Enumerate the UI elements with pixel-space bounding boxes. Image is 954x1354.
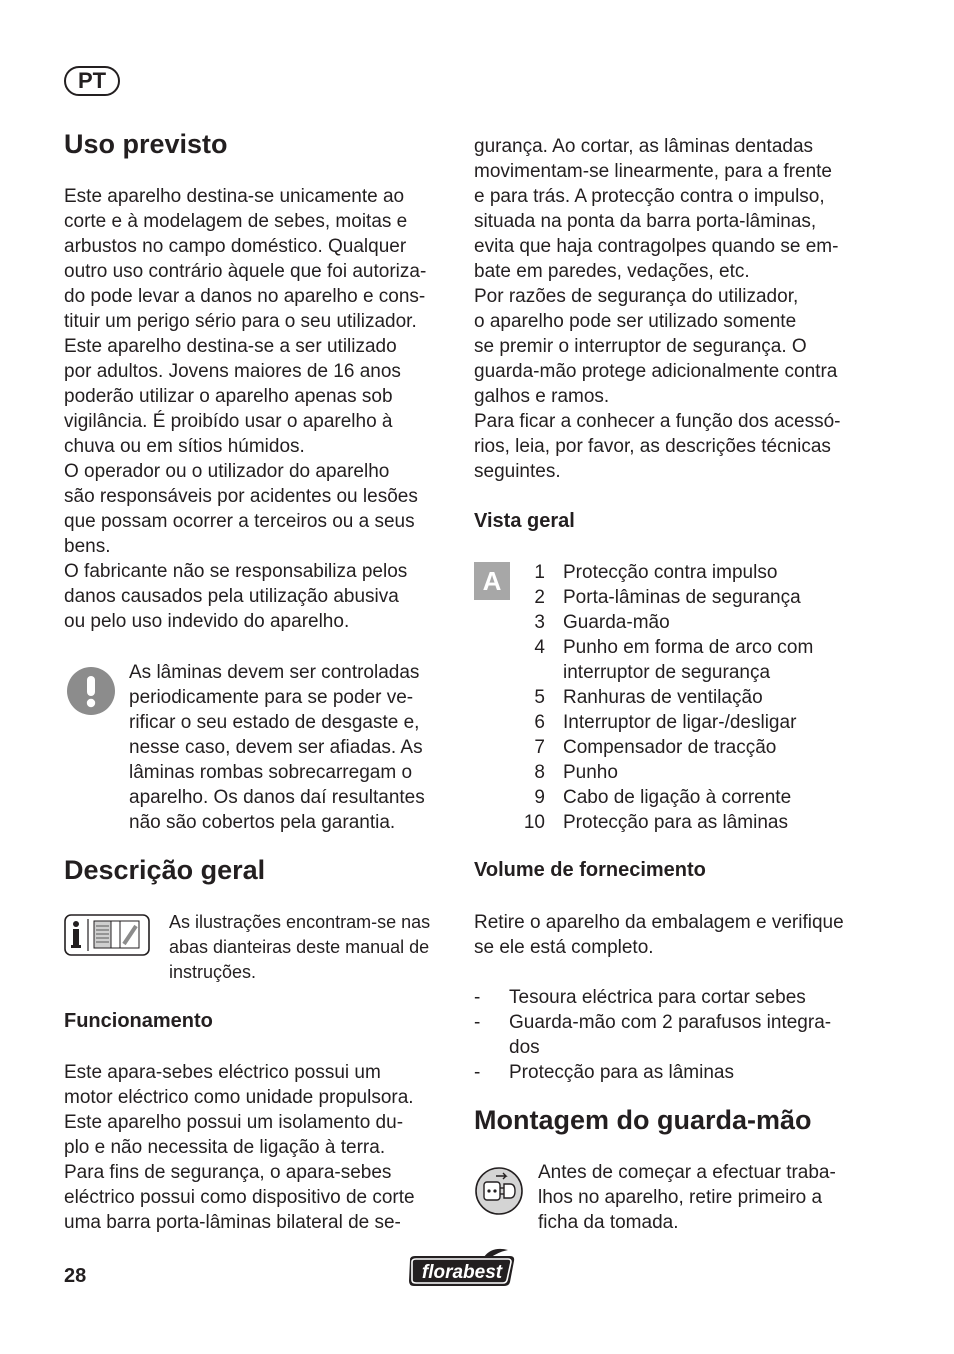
text-line: evita que haja contragolpes quando se em- (474, 236, 839, 257)
item-label: Protecção para as lâminas (509, 1062, 734, 1083)
text-line: ficha da tomada. (538, 1212, 679, 1233)
list-item (511, 685, 813, 710)
parts-list (511, 560, 813, 835)
item-number: 2 (534, 587, 545, 608)
text-line: movimentam-se linearmente, para a frente (474, 161, 832, 182)
item-label: Compensador de tracção (563, 737, 777, 758)
section-title-funcionamento: Funcionamento (64, 1010, 213, 1032)
item-number: 7 (534, 737, 545, 758)
item-number: 4 (534, 637, 545, 658)
item-label: Porta-lâminas de segurança (563, 587, 801, 608)
list-item-continuation (511, 660, 813, 685)
item-label: Ranhuras de ventilação (563, 687, 763, 708)
text-line: arbustos no campo doméstico. Qualquer (64, 236, 407, 257)
item-number: 3 (534, 612, 545, 633)
text-line: ou pelo uso indevido do aparelho. (64, 611, 350, 632)
volume-text (474, 910, 844, 960)
text-line: se ele está completo. (474, 937, 654, 958)
text-line: que possam ocorrer a terceiros ou a seus (64, 511, 415, 532)
text-line: gurança. Ao cortar, as lâminas dentadas (474, 136, 814, 157)
section-title-vista-geral: Vista geral (474, 510, 575, 532)
text-line: As lâminas devem ser controladas (129, 662, 420, 683)
text-line: do pode levar a danos no aparelho e cons- (64, 286, 426, 307)
text-line: Por razões de segurança do utilizador, (474, 286, 799, 307)
page-number: 28 (64, 1265, 87, 1287)
item-label: Guarda-mão com 2 parafusos integra- (509, 1012, 832, 1033)
list-item (511, 735, 813, 760)
text-line: outro uso contrário àquele que foi autoriza- (64, 261, 427, 282)
text-line: e para trás. A protecção contra o impulso, (474, 186, 825, 207)
list-item (511, 785, 813, 810)
text-line: O operador ou o utilizador do aparelho (64, 461, 390, 482)
text-line: Para fins de segurança, o apara-sebes (64, 1162, 392, 1183)
item-label: Interruptor de ligar-/desligar (563, 712, 797, 733)
figure-a-marker (474, 562, 510, 600)
text-line: Este aparelho possui um isolamento du- (64, 1112, 404, 1133)
warning-exclamation-icon (66, 666, 116, 716)
text-line: uma barra porta-lâminas bilateral de se- (64, 1212, 401, 1233)
text-line: plo e não necessita de ligação à terra. (64, 1137, 386, 1158)
item-label: Tesoura eléctrica para cortar sebes (509, 987, 806, 1008)
supply-list (474, 985, 831, 1085)
text-line: o aparelho pode ser utilizado somente (474, 311, 797, 332)
text-line: danos causados pela utilização abusiva (64, 586, 399, 607)
list-item (511, 710, 813, 735)
section-title-volume-de-fornecimento: Volume de fornecimento (474, 859, 706, 881)
info-manual-icon (64, 914, 150, 956)
text-line: motor eléctrico como unidade propulsora. (64, 1087, 414, 1108)
item-label: dos (509, 1037, 540, 1058)
text-line: instruções. (169, 962, 257, 982)
item-dash: - (474, 1062, 481, 1083)
text-line: Este aparelho destina-se unicamente ao (64, 186, 405, 207)
text-line: chuva ou em sítios húmidos. (64, 436, 305, 457)
list-item (474, 1060, 831, 1085)
list-item-continuation (474, 1035, 831, 1060)
unplug-icon (474, 1166, 524, 1216)
item-dash: - (474, 987, 481, 1008)
item-label: Guarda-mão (563, 612, 670, 633)
text-line: As ilustrações encontram-se nas (169, 912, 431, 932)
item-label: Cabo de ligação à corrente (563, 787, 792, 808)
item-number: 10 (523, 812, 545, 833)
text-line: guarda-mão protege adicionalmente contra (474, 361, 838, 382)
text-line: corte e à modelagem de sebes, moitas e (64, 211, 408, 232)
text-line: abas dianteiras deste manual de (169, 937, 430, 957)
section-title-descricao-geral: Descrição geral (64, 855, 266, 885)
section-title-montagem-do-guarda-mao: Montagem do guarda-mão (474, 1105, 812, 1135)
list-item (511, 585, 813, 610)
text-line: lhos no aparelho, retire primeiro a (538, 1187, 823, 1208)
item-dash: - (474, 1012, 481, 1033)
item-label: interruptor de segurança (563, 662, 771, 683)
list-item (511, 635, 813, 660)
florabest-logo (406, 1248, 518, 1288)
text-line: não são cobertos pela garantia. (129, 812, 396, 833)
text-line: Antes de começar a efectuar traba- (538, 1162, 836, 1183)
list-item (511, 560, 813, 585)
text-line: rios, leia, por favor, as descrições técnicas (474, 436, 831, 457)
text-line: bate em paredes, vedações, etc. (474, 261, 750, 282)
item-label: Protecção para as lâminas (563, 812, 788, 833)
text-line: O fabricante não se responsabiliza pelos (64, 561, 408, 582)
text-line: rificar o seu estado de desgaste e, (129, 712, 420, 733)
list-item (511, 760, 813, 785)
text-line: aparelho. Os danos daí resultantes (129, 787, 425, 808)
item-number: 5 (534, 687, 545, 708)
text-line: nesse caso, devem ser afiadas. As (129, 737, 423, 758)
uso-previsto-text (64, 184, 426, 634)
text-line: por adultos. Jovens maiores de 16 anos (64, 361, 401, 382)
section-title-uso-previsto: Uso previsto (64, 129, 228, 159)
item-number: 8 (534, 762, 545, 783)
text-line: Retire o aparelho da embalagem e verifique (474, 912, 844, 933)
item-label: Punho em forma de arco com (563, 637, 814, 658)
list-item (474, 985, 831, 1010)
item-number: 9 (534, 787, 545, 808)
text-line: lâminas rombas sobrecarregam o (129, 762, 413, 783)
unplug-text (538, 1160, 836, 1235)
item-number: 6 (534, 712, 545, 733)
info-text (169, 910, 430, 985)
item-label: Punho (563, 762, 618, 783)
funcionamento-text (64, 1060, 415, 1235)
text-line: Este apara-sebes eléctrico possui um (64, 1062, 381, 1083)
figure-letter: A (482, 565, 502, 596)
list-item (511, 610, 813, 635)
text-line: eléctrico possui como dispositivo de corte (64, 1187, 415, 1208)
text-line: seguintes. (474, 461, 561, 482)
text-line: periodicamente para se poder ve- (129, 687, 414, 708)
text-line: bens. (64, 536, 111, 557)
item-label: Protecção contra impulso (563, 562, 778, 583)
logo-text: florabest (421, 1262, 503, 1283)
text-line: situada na ponta da barra porta-lâminas, (474, 211, 817, 232)
warning-text (129, 660, 425, 835)
text-line: são responsáveis por acidentes ou lesões (64, 486, 418, 507)
text-line: Este aparelho destina-se a ser utilizado (64, 336, 397, 357)
language-badge: PT (64, 66, 120, 96)
text-line: se premir o interruptor de segurança. O (474, 336, 807, 357)
list-item (474, 1010, 831, 1035)
item-number: 1 (534, 562, 545, 583)
funcionamento-continued-text (474, 134, 840, 484)
text-line: vigilância. É proibído usar o aparelho à (64, 411, 393, 432)
text-line: Para ficar a conhecer a função dos acessó- (474, 411, 841, 432)
text-line: galhos e ramos. (474, 386, 610, 407)
text-line: poderão utilizar o aparelho apenas sob (64, 386, 393, 407)
list-item (511, 810, 813, 835)
text-line: tituir um perigo sério para o seu utilizador. (64, 311, 417, 332)
